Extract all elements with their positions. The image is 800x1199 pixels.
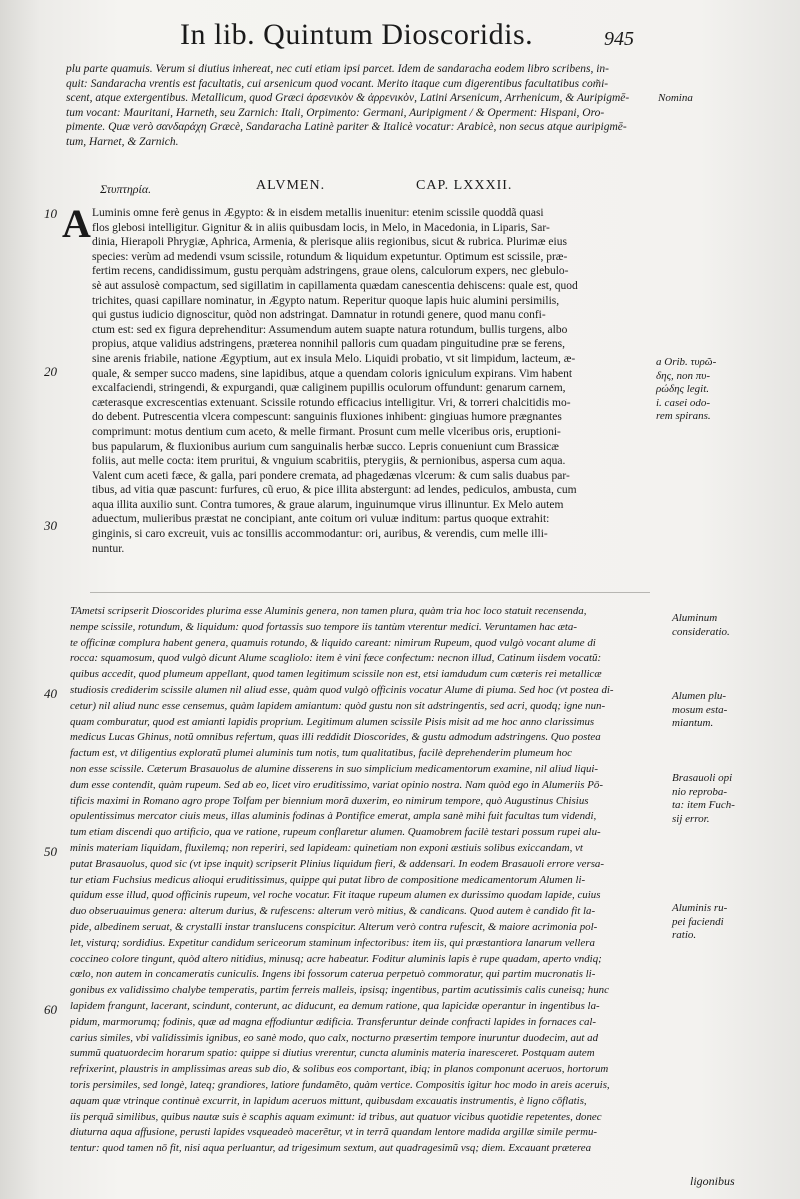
- margin-note-line: Aluminis ru-: [672, 902, 728, 914]
- text-line: bus papularum, & fluxionibus aurium cum sanguinalis herbæ succo. Lepris conueniunt cum Brassicæ: [92, 440, 559, 453]
- text-line: tentur: quod tamen nō fit, nisi aqua perluantur, ad trigesimum sextum, aut quadragesimũ vsq; diem. Excauant præterea: [70, 1142, 592, 1155]
- text-line: lapidem frangunt, lacerant, scindunt, conterunt, ac diducunt, ea demum ratione, qua lapicidæ operantur in ingentibus la-: [70, 999, 600, 1012]
- margin-note-line: ta: item Fuch-: [672, 799, 735, 811]
- text-line: do debent. Putrescentia vlcera compescunt: sanguinis fluxiones inhibent: gingiuas humore prægnantes: [92, 411, 562, 424]
- text-line: TAmetsi scripserit Dioscorides plurima esse Aluminis genera, non tamen plura, quàm tria hoc loco statuit recensenda,: [70, 605, 587, 617]
- margin-note-line: Alumen plu-: [672, 690, 727, 702]
- text-line: iis perquã similibus, quibus nautæ suis è scaphis aquam eximunt: id tribus, aut quatuor vicibus quotidie repetentes, donec: [70, 1110, 602, 1123]
- text-line: tum, Harnet, & Zarnich.: [66, 135, 179, 148]
- text-line: factum est, vt diligentius exploratũ plumei aluminis tum notis, tum qualitatibus, facilè deprehenderim plumeum hoc: [70, 747, 573, 760]
- text-line: tum vocant: Mauritani, Harneth, seu Zarnich: Itali, Orpimento: Germani, Auripigment / & Operment: Hispani, Oro-: [66, 106, 605, 119]
- main-text-body: [92, 206, 648, 556]
- text-line: quidum esse illud, quod officinis rupeum, vel roche vocatur. Fit itaque rupeum alumen ex durissimo quodam lapide, cuius: [70, 889, 601, 902]
- text-line: studiosis crediderim scissile alumen nil aliud esse, quàm quod vulgò officinis vocatur Alume di piuma. Sed hoc (vt postea di-: [70, 683, 614, 696]
- margin-note-orib: [656, 356, 716, 424]
- text-line: carius similes, vbi validissimis ignibus, eo sanè modo, quo calx, nocturno præsertim tempore inuruntur duodecim, aut ad: [70, 1031, 599, 1044]
- chapter-greek-title: Στυπτηρία.: [100, 182, 152, 196]
- margin-note-aluminis-rupei: [672, 902, 727, 943]
- margin-note-nomina: Nomina: [658, 92, 693, 104]
- line-number: 50: [44, 844, 57, 859]
- text-line: foliis, aut melle cocta: item pruritui, & vnguium scabritiis, pterygiis, & pernionibus, aspersa cum aqua.: [92, 455, 566, 468]
- text-line: quit: Sandaracha vrentis est facultatis, cui arsenicum quod vocant. Merito itaque cum digerentibus facultatibus com̃i-: [66, 77, 609, 90]
- margin-note-aluminum-consideratio: [672, 612, 730, 639]
- margin-note-alumen-plumosum: [672, 690, 727, 731]
- text-line: qui gustus iudicio dignoscitur, quòd non adstringat. Damnatur in rotundi genere, quod manu confi-: [92, 309, 546, 322]
- text-line: excalfaciendi, stringendi, & expurgandi, quæ caliginem pupillis oculorum offundunt: genarum carnem,: [92, 382, 566, 395]
- chapter-title: ALVMEN.: [256, 178, 326, 193]
- running-head-title: In lib. Quintum Dioscoridis.: [180, 18, 534, 51]
- text-line: te officinæ complura habent genera, quamuis rotundo, & liquido careant: nimirum Rupeum, quod vulgò vocant alume di: [70, 636, 596, 649]
- margin-note-line: ratio.: [672, 929, 697, 941]
- text-line: species: verùm ad medendi vsum scissile, rotundum & liquidum expetuntur. Optimum est scissile, præ-: [92, 250, 568, 263]
- text-line: opulentissimus mercator ciuis meus, illas aluminis fodinas à Pontifice emerat, ampla sanè mihi fuit facultas tum videndi,: [70, 810, 597, 823]
- text-line: tur etiam Fuchsius medicus alioqui eruditissimus, quippe qui putat libro de compositione medicamentorum Alumen li-: [70, 873, 586, 886]
- text-line: plu parte quamuis. Verum si diutius inhereat, nec cuti etiam ipsi parcet. Idem de sandaracha eodem libro scribens, in-: [66, 63, 609, 75]
- margin-note-line: ρώδης legit.: [656, 383, 710, 395]
- margin-note-line: a Orib. τυρῶ-: [656, 356, 717, 368]
- text-line: diuturna aqua affusione, perusti lapides vsqueadeò macerẽtur, vt in terrã quandam lentore madida argillæ simile permu-: [70, 1126, 598, 1139]
- text-line: nempe scissile, rotundum, & liquidum: quod fortassis suo tempore iis tantùm vterentur medici. Veruntamen hac æta-: [70, 620, 577, 633]
- line-number: 40: [44, 686, 57, 701]
- text-line: non esse scissile. Cæterum Brasauolus de alumine disserens in suo simplicium medicamentorum examine, nil aliud liqui-: [70, 762, 599, 775]
- text-line: comprimunt: motus dentium cum aceto, & melle firmant. Prosunt cum melle vlceribus oris, eruptioni-: [92, 425, 561, 438]
- text-line: quibus accedit, quod plumeum appellant, quod tamen legitimum scissile non est, etsi iamdudum cum cæteris rei metallicæ: [70, 668, 602, 681]
- text-line: cæterasque excrescentias extenuant. Scissile rotundo efficacius intelligitur. Vri, & torreri chalcitidis mo-: [92, 396, 571, 409]
- text-line: pimente. Quæ verò σανδαράχη Græcè, Sandaracha Latinè pariter & Italicè vocatur: Arabicè, non secus atque auripigmē-: [66, 121, 627, 134]
- text-line: minis materiam liquidam, fluxilemq; non reperiri, sed lapideam: quinetiam non exponi æstiuis solibus exiccandam, vt: [70, 841, 583, 854]
- text-line: gonibus ex validissimo chalybe temperatis, partim ferreis malleis, ipsisq; ingentibus, partim acutissimis calis cuneisq; hunc: [70, 984, 609, 997]
- text-line: nuntur.: [92, 542, 125, 555]
- margin-note-line: miantum.: [672, 717, 714, 729]
- margin-note-line: Aluminum: [672, 612, 718, 624]
- text-line: Luminis omne ferè genus in Ægypto: & in eisdem metallis inuenitur: etenim scissile quoddã quasi: [92, 207, 544, 219]
- text-line: sè aut assulosè compactum, sed sigillatim in capillamenta quædam canescentia dehiscens: quale est, quod: [92, 279, 578, 292]
- margin-note-line: nio reproba-: [672, 785, 728, 798]
- chapter-number: CAP. LXXXII.: [416, 178, 513, 193]
- margin-note-brasauoli: [672, 772, 735, 826]
- margin-note-line: rem spirans.: [656, 410, 711, 422]
- line-number: 30: [44, 518, 57, 533]
- text-line: trichites, quasi capillare nominatur, in Ægypto natum. Reperitur quoque lapis huic alumini persimilis,: [92, 294, 560, 307]
- text-line: refrixerint, plaustris in amplissimas areas sub dio, & solibus eos comportant, ibiq; in planos componunt aceruos, hortorum: [70, 1063, 609, 1076]
- top-continuation-text: [66, 62, 648, 150]
- text-line: medicus Lucas Ghinus, notũ omnibus refertum, quas illi reddidit Dioscorides, & gustu admodum adstringens. Quo postea: [70, 731, 601, 744]
- margin-note-line: consideratio.: [672, 625, 730, 638]
- text-line: fertim recens, candidissimum, gustu perquàm adstringens, graue olens, calculorum expers, nec glebulo-: [92, 265, 569, 278]
- text-line: tum etiam discendi quo artificio, qua ve ratione, rupeum conflaretur alumen. Quamobrem facilè testari possum rupei alu-: [70, 826, 601, 839]
- text-line: putat Brasauolus, quod sic (vt ipse inquit) scripserit Plinius liquidum fieri, & addensari. In eodem Brasauoli errore versa-: [70, 857, 605, 870]
- text-line: quam comburatur, quod est amianti lapidis proprium. Legitimum alumen scissile Pisis misit ad me hoc anno clarissimus: [70, 715, 595, 728]
- text-line: coccineo colore tingunt, quòd altero nitidius, minusq; acre habeatur. Foditur aluminis lapis è rupe quadam, aperto vndiq;: [70, 952, 602, 965]
- section-divider: [90, 592, 650, 593]
- text-line: tificis maximi in Romano agro prope Tolfam per biennium morã duxerim, eo nimirum tempore, quò Augustinus Chisius: [70, 794, 589, 807]
- text-line: flos glebosi intelligitur. Gignitur & in aliis quibusdam locis, in Melo, in Macedonia, in Liparis, Sar-: [92, 221, 550, 234]
- text-line: sine arenis friabile, natione Ægyptium, aut ex insula Melo. Liquidi probatio, vt sit limpidum, lacteum, æ-: [92, 352, 576, 365]
- margin-note-line: pei faciendi: [672, 915, 724, 928]
- folio-number: 945: [604, 28, 634, 50]
- text-line: duo obseruauimus genera: alterum durius, & rufescens: alterum verò mitius, & candicans. Quod autem è candido fit la-: [70, 905, 596, 918]
- text-line: dinia, Hierapoli Phrygiæ, Aphrica, Armenia, & plerisque aliis regionibus, sicut & rubrica. Plurimæ eius: [92, 236, 567, 249]
- text-line: quale, & semper succo madens, sine lapidibus, atque a quendam coloris igniculum expirans. Vim habent: [92, 367, 573, 380]
- drop-capital: A: [62, 201, 91, 246]
- text-line: dum esse contendit, quàm rupeum. Sed ab eo, licet viro eruditissimo, variat opinio nostra. Nam quòd ego in Alumeriis Pō-: [70, 778, 603, 791]
- text-line: cœlo, non autem in concameratis cuniculis. Ingens ibi fossorum caterua perpetuò commoratur, qui partim mucronatis li-: [70, 968, 596, 981]
- text-line: pidum, marmorumq; fodinis, quæ ad magna effodiuntur ædificia. Transferuntur deinde confracti lapides in fornaces cal-: [70, 1015, 597, 1028]
- text-line: cetur) nil aliud nunc esse censemus, quàm lapidem amiantum: quòd gustu non sit adstringentis, sed acri, quodq; igne nun-: [70, 699, 606, 712]
- text-line: rocca: squamosum, quod vulgò dicunt Alume scagliolo: item è vini fæce confectum: necnon illud, Catinum iisdem vocatũ:: [70, 652, 602, 665]
- text-line: summũ quatuordecim horarum spatio: quippe si diutius vrerentur, cuncta aluminis materia inaresceret. Postquam autem: [70, 1047, 595, 1060]
- line-number: 60: [44, 1002, 57, 1017]
- line-number: 20: [44, 364, 57, 379]
- commentary-text-body: [70, 604, 660, 1157]
- text-line: pide, albedinem seruat, & crystalli instar translucens conspicitur. Alterum verò contra rufescit, & maiore acrimonia pol-: [70, 920, 598, 933]
- margin-note-line: δης, non πυ-: [656, 369, 711, 382]
- margin-note-line: i. casei odo-: [656, 396, 711, 409]
- text-line: ctum est: sed ex figura deprehenditur: Assumendum autem suapte natura rotundum, bullis turgens, albo: [92, 323, 568, 336]
- text-line: Valent cum aceti fæce, & galla, pari pondere cremata, ad phagedænas vlcerum: & cum salis duabus par-: [92, 469, 570, 482]
- text-line: aqua illita auxilio sunt. Contra tumores, & graue alarum, inguinumque virus illinuntur. Ex Melo autem: [92, 498, 564, 511]
- text-line: aquam quæ vtrinque continuè excurrit, in lapidum aceruos mittunt, quibusdam excauatis instrumentis, è ligno cōflatis,: [70, 1094, 587, 1107]
- text-line: propius, atque validius adstringens, præterea nonnihil palloris cum quadam pinguitudine præ se ferens,: [92, 338, 565, 351]
- margin-note-line: mosum esta-: [672, 703, 728, 716]
- catchword: ligonibus: [690, 1174, 735, 1188]
- margin-note-line: sij error.: [672, 812, 710, 825]
- text-line: ginginis, si caro excreuit, vuis ac tonsillis accommodantur: ori, auribus, & verendis, cum melle illi-: [92, 528, 548, 541]
- text-line: aduectum, mulieribus præstat ne concipiant, ante coitum ori vuluæ inditum: partus quoque extrahit:: [92, 513, 550, 526]
- text-line: tibus, ad vitia quæ pascunt: furfures, cũ eruo, & pice illita abstergunt: ad lendes, pediculos, ambusta, cum: [92, 484, 577, 497]
- text-line: scent, atque extergentibus. Metallicum, quod Græci ἀρσενικὸν & ἀρρενικὸν, Latini Arsenicum, Arrhenicum, & Auripigmē-: [66, 92, 630, 105]
- line-number: 10: [44, 206, 57, 221]
- margin-note-line: Brasauoli opi: [672, 772, 733, 784]
- text-line: let, visturq; sordidius. Expetitur candidum sericeorum staminum infectoribus: item iis, qui præstantiora lanarum vellera: [70, 936, 595, 949]
- text-line: toris persimiles, sed longè, lateq; grandiores, latiore fundamẽto, quàm vertice. Compositis igitur hoc modo in areis aceruis,: [70, 1078, 610, 1091]
